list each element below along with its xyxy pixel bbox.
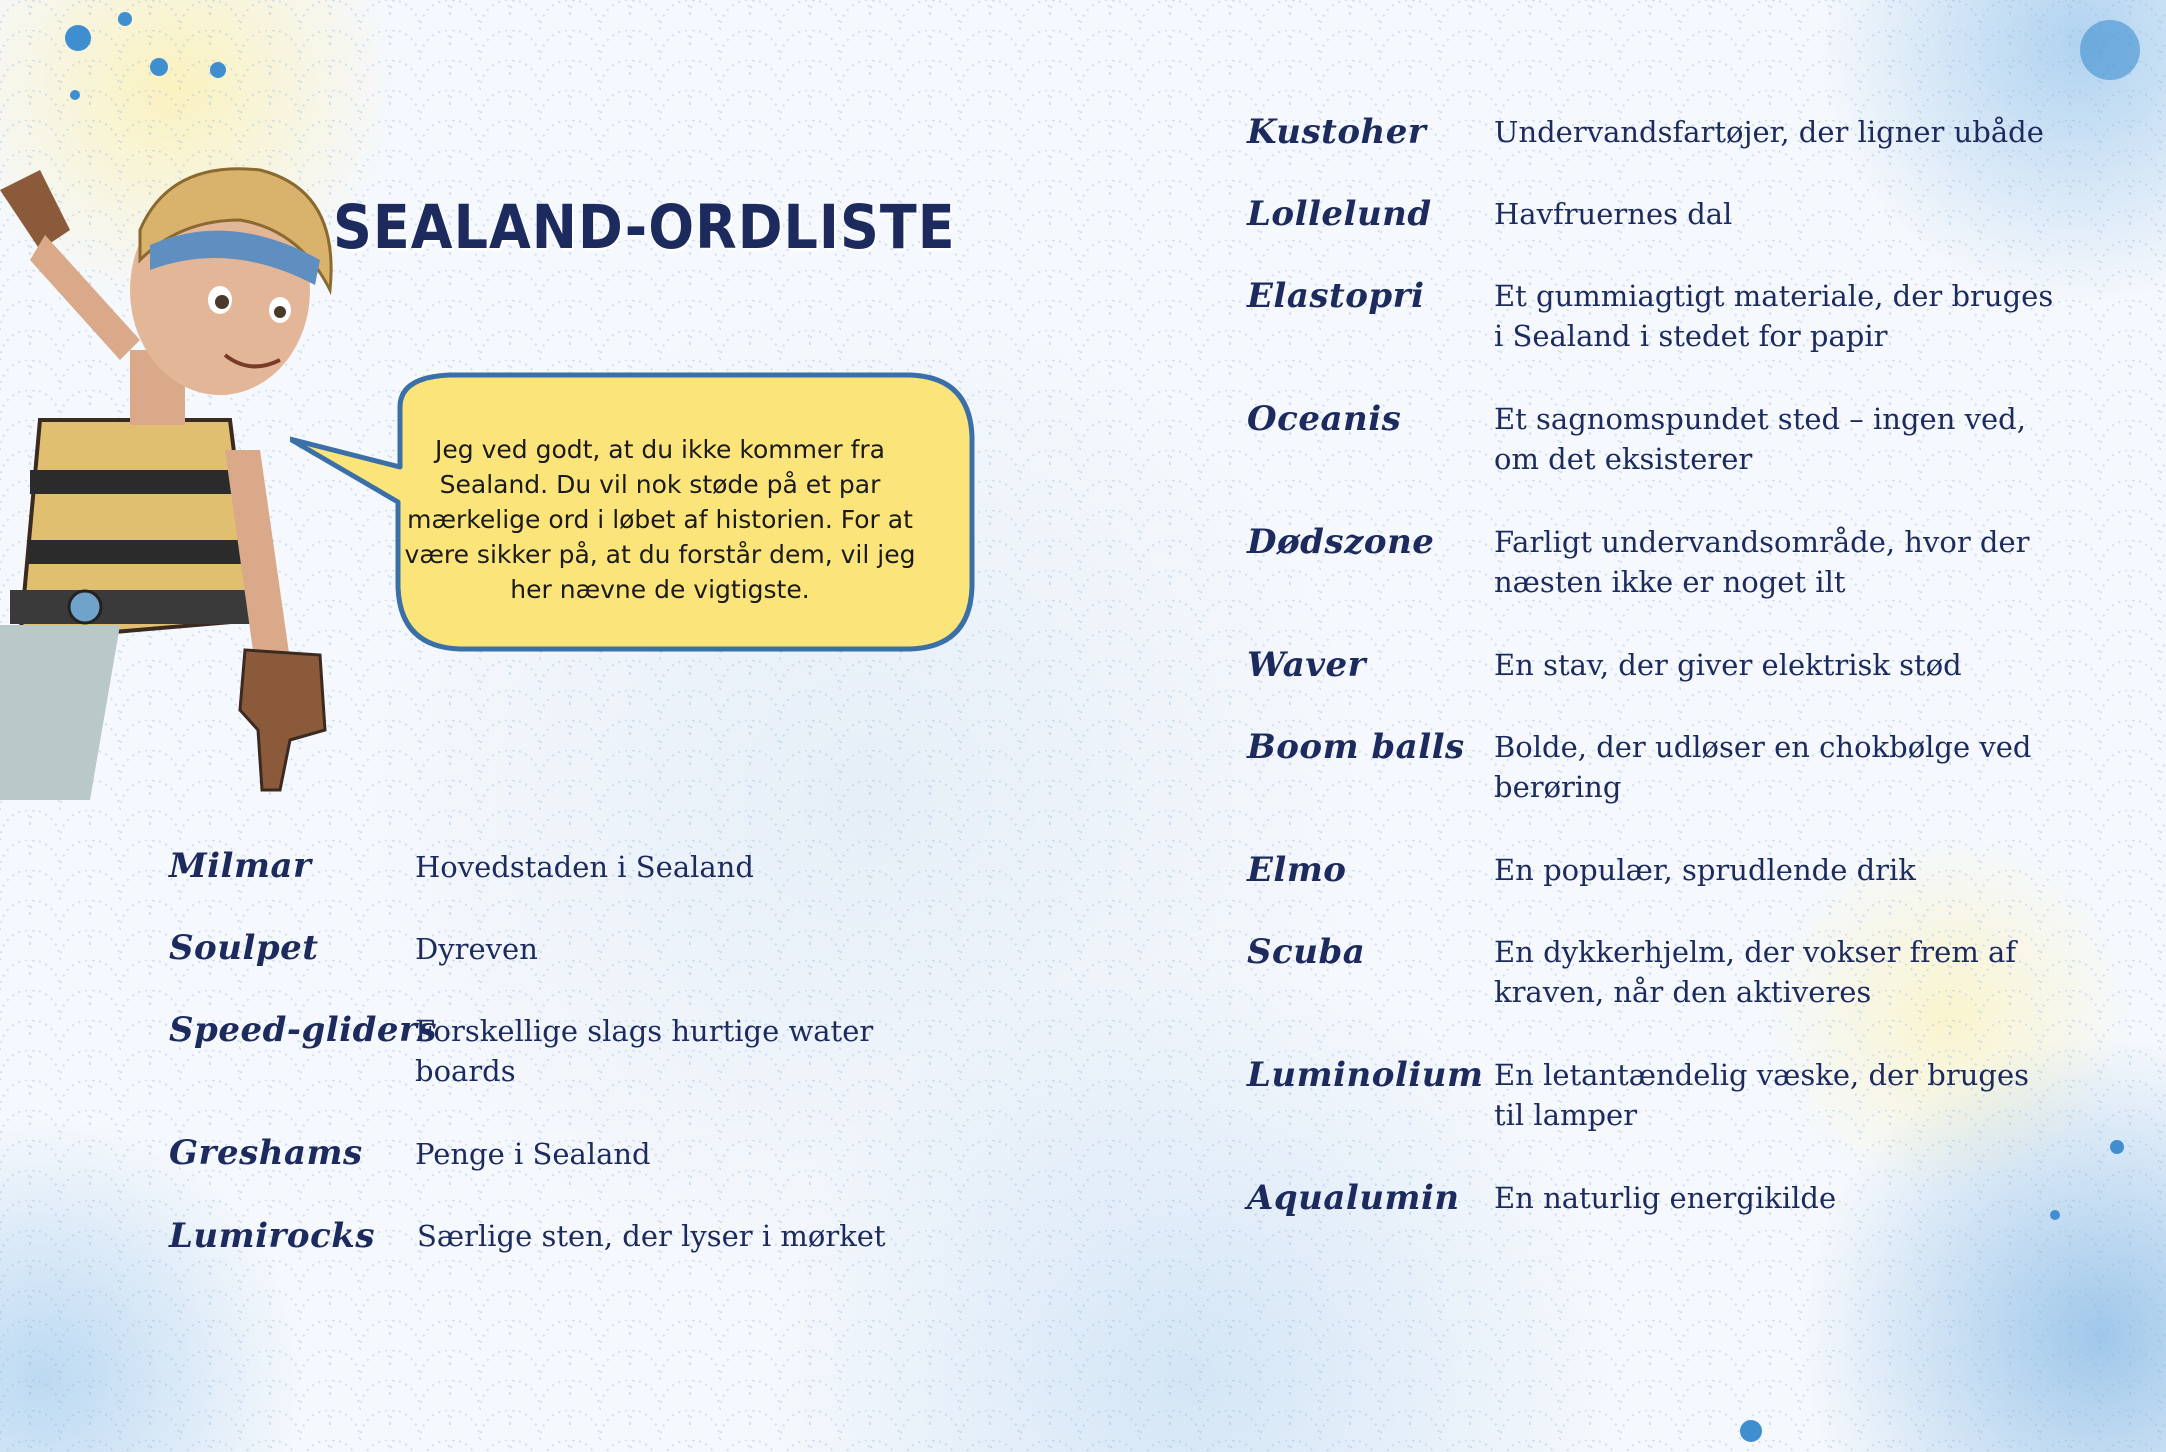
paint-splash [150,58,168,76]
glossary-term: Scuba [1247,932,1366,972]
paint-splash [70,90,80,100]
glossary-definition: Farligt undervandsområde, hvor der næsten ikke er noget ilt [1494,525,2030,599]
glossary-definition: Penge i Sealand [415,1137,651,1171]
speech-bubble-text: Jeg ved godt, at du ikke kommer fra Sealand. Du vil nok støde på et par mærkelige ord i løbet af historien. For at være sikker på, at du forstår dem, vil jeg her nævne de vigtigste. [404,435,916,604]
glossary-definition: Dyreven [415,932,538,966]
glossary-term: Greshams [169,1133,363,1173]
glossary-definition: En letantændelig væske, der bruges til lamper [1494,1058,2029,1132]
glossary-definition: Et sagnomspundet sted – ingen ved, om det eksisterer [1494,402,2026,476]
glossary-term: Boom balls [1247,727,1465,767]
glossary-term: Speed-gliders [169,1010,438,1050]
paint-splash [65,25,91,51]
paint-splash [2110,1140,2124,1154]
glossary-definition: Bolde, der udløser en chokbølge ved berøring [1494,730,2032,804]
glossary-term: Milmar [169,846,312,886]
paint-splash [2080,20,2140,80]
glossary-definition: En stav, der giver elektrisk stød [1494,648,1962,682]
glossary-definition: Hovedstaden i Sealand [415,850,754,884]
glossary-term: Kustoher [1247,112,1427,152]
glossary-term: Dødszone [1247,522,1435,562]
paint-splash [210,62,226,78]
glossary-definition: Et gummiagtigt materiale, der bruges i Sealand i stedet for papir [1494,279,2054,353]
glossary-definition: En naturlig energikilde [1494,1181,1837,1215]
glossary-term: Oceanis [1247,399,1402,439]
glossary-definition: En dykkerhjelm, der vokser frem af kraven, når den aktiveres [1494,935,2017,1009]
glossary-definition: En populær, sprudlende drik [1494,853,1916,887]
glossary-term: Waver [1247,645,1367,685]
glossary-definition: Særlige sten, der lyser i mørket [417,1219,886,1253]
glossary-term: Soulpet [169,928,319,968]
glossary-definition: Forskellige slags hurtige water boards [415,1014,874,1088]
paint-splash [118,12,132,26]
glossary-term: Lumirocks [169,1216,376,1256]
paint-splash [1740,1420,1762,1442]
glossary-definition: Havfruernes dal [1494,197,1733,231]
glossary-term: Aqualumin [1247,1178,1460,1218]
glossary-term: Elastopri [1247,276,1425,316]
speech-bubble [350,377,970,645]
glossary-term: Luminolium [1247,1055,1484,1095]
glossary-definition: Undervandsfartøjer, der ligner ubåde [1494,115,2044,149]
glossary-term: Elmo [1247,850,1347,890]
glossary-term: Lollelund [1247,194,1432,234]
page-title: SEALAND-ORDLISTE [333,192,956,263]
